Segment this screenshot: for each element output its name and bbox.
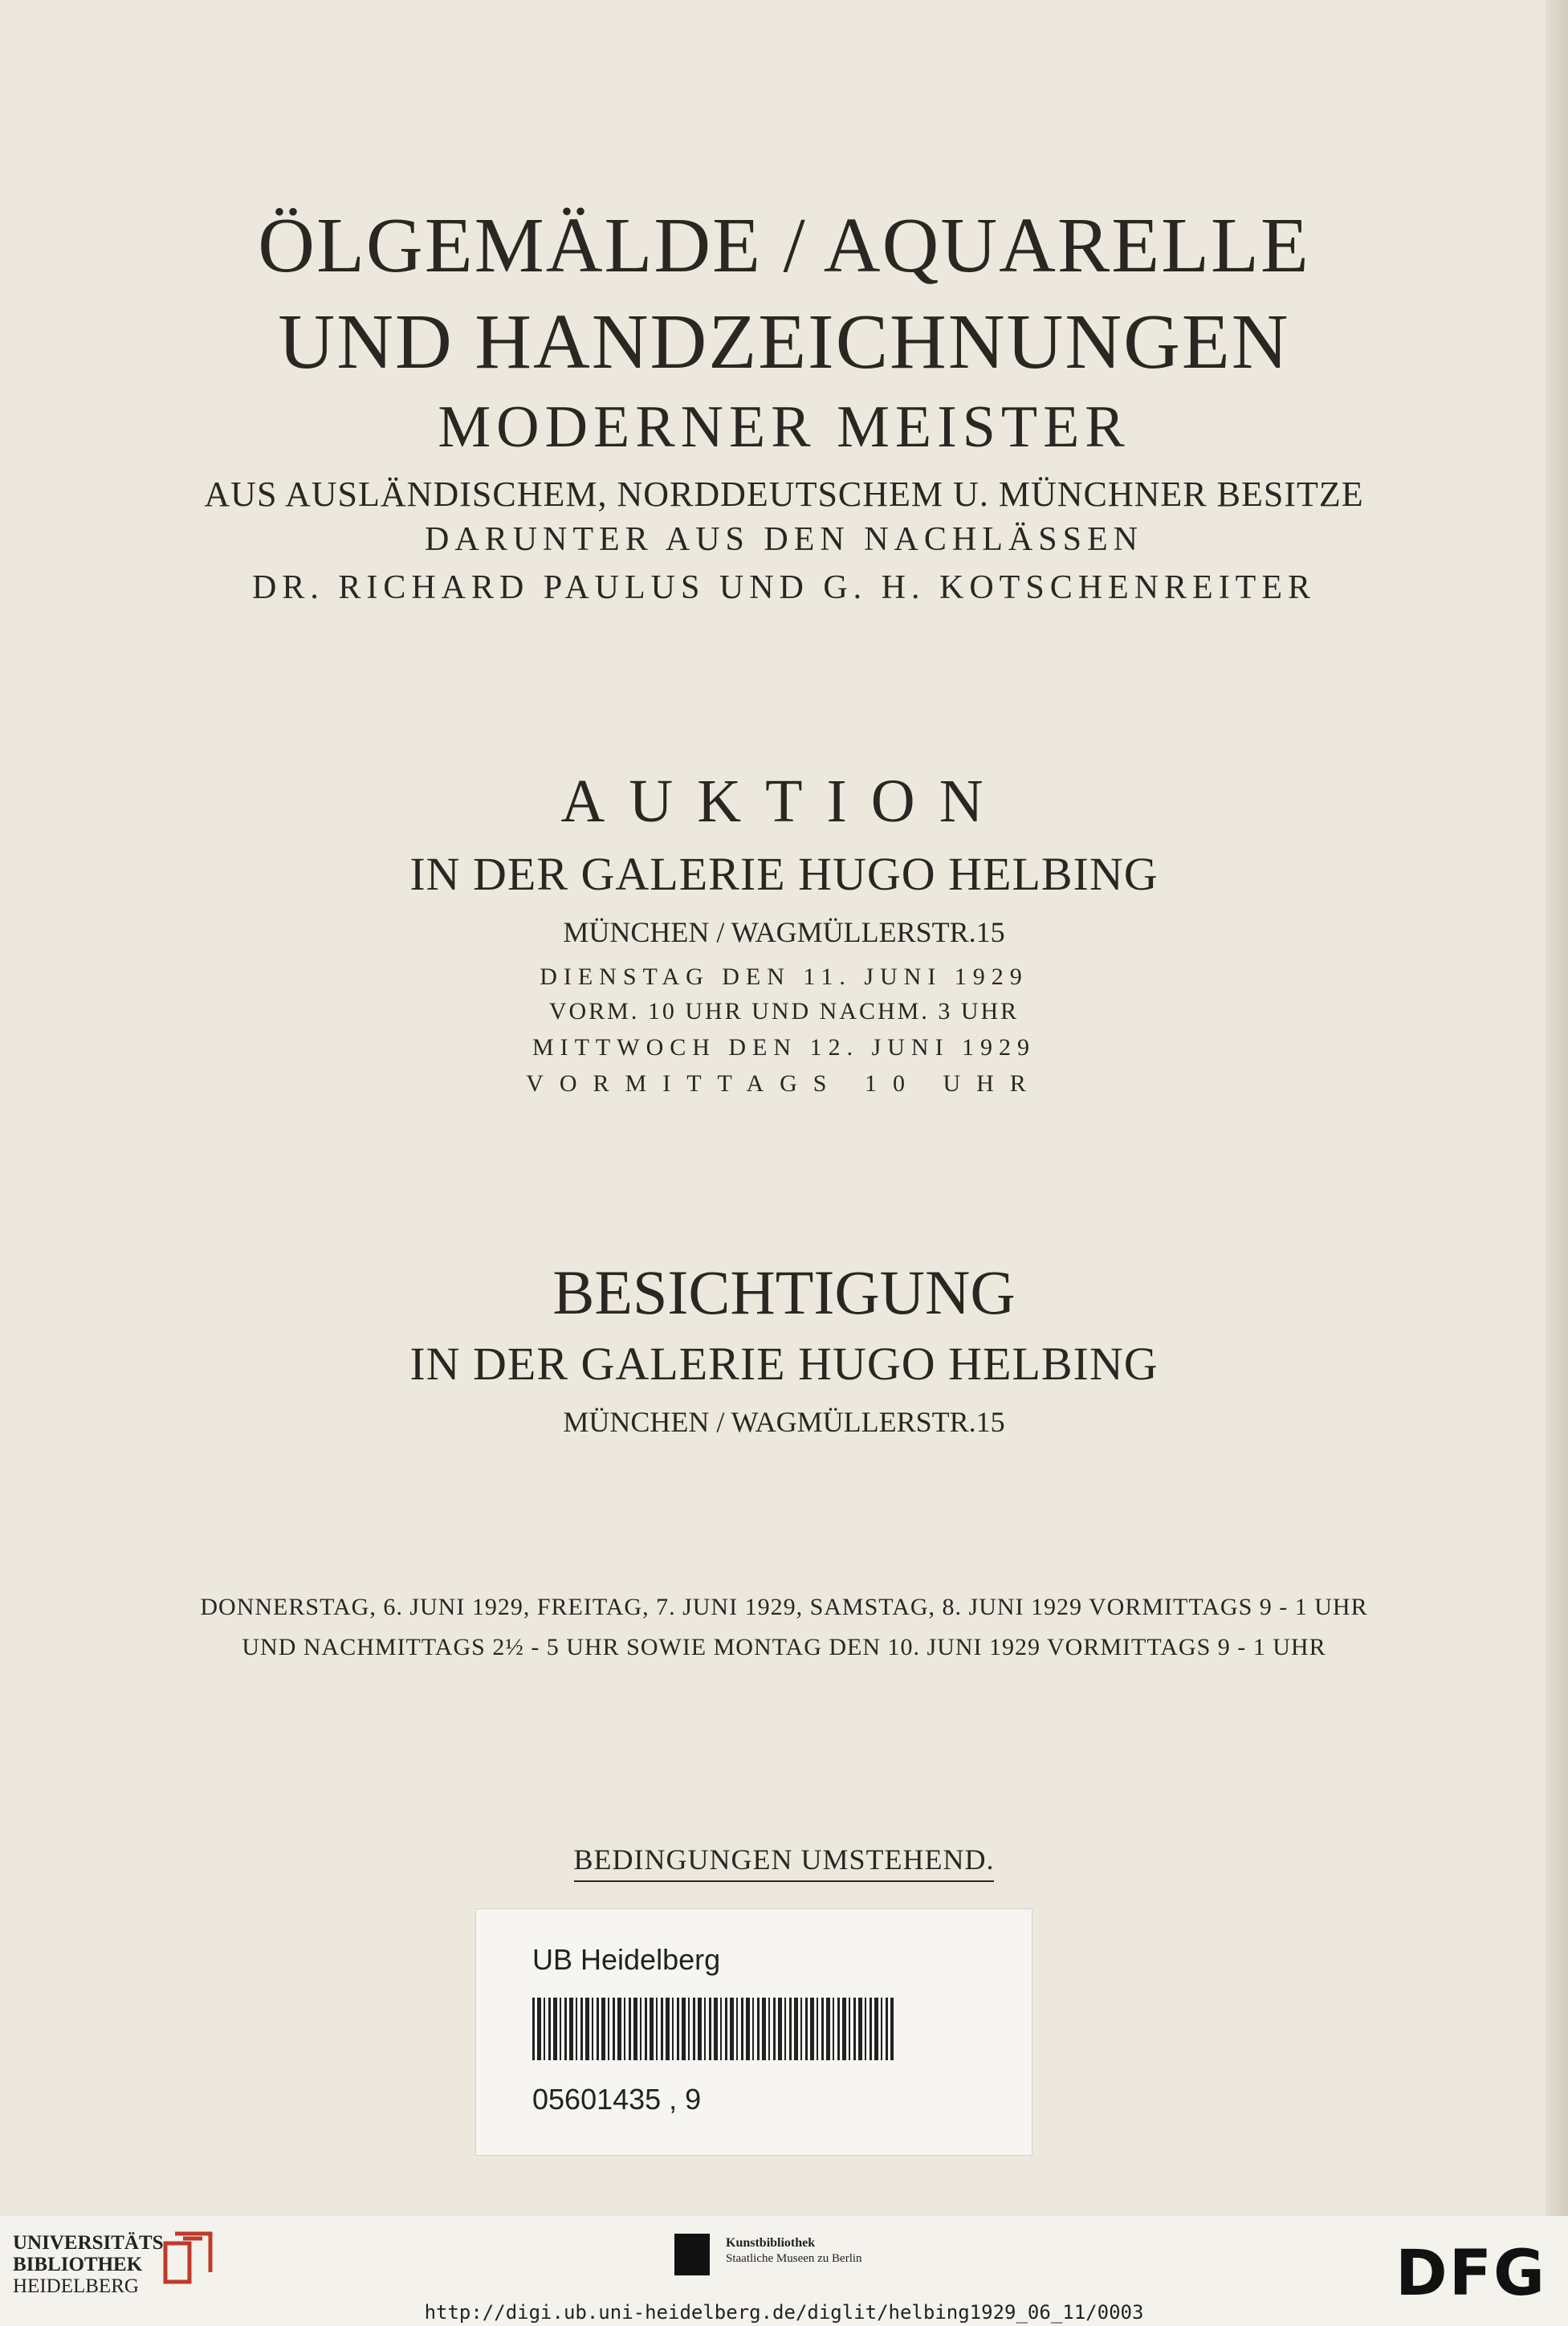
title-line-1: ÖLGEMÄLDE / AQUARELLE [258, 202, 1310, 289]
title-line-2: UND HANDZEICHNUNGEN [278, 299, 1290, 385]
kunstbibliothek-logo-text[interactable] [726, 2235, 862, 2267]
auction-address: MÜNCHEN / WAGMÜLLERSTR.15 [563, 916, 1005, 948]
auction-date-2: MITTWOCH DEN 12. JUNI 1929 [531, 1034, 1037, 1061]
conditions-text: BEDINGUNGEN UMSTEHEND. [574, 1843, 995, 1882]
auction-time-2: VORMITTAGS 10 UHR [526, 1070, 1042, 1097]
library-name: UB Heidelberg [532, 1943, 721, 1976]
uni-line-1: UNIVERSITÄTS- [13, 2232, 170, 2254]
uni-heidelberg-logo-text[interactable] [13, 2232, 170, 2297]
uni-line-2: BIBLIOTHEK [13, 2254, 143, 2275]
auction-venue: IN DER GALERIE HUGO HELBING [409, 848, 1159, 900]
page-url[interactable]: http://digi.ub.uni-heidelberg.de/diglit/helbing1929_06_11/0003 [424, 2301, 1144, 2324]
viewing-heading: BESICHTIGUNG [552, 1257, 1016, 1327]
uni-line-3: HEIDELBERG [13, 2275, 139, 2297]
viewing-dates-1: DONNERSTAG, 6. JUNI 1929, FREITAG, 7. JUNI 1929, SAMSTAG, 8. JUNI 1929 VORMITTAGS 9 - 1 UHR [200, 1594, 1368, 1620]
viewing-venue: IN DER GALERIE HUGO HELBING [409, 1338, 1159, 1390]
kb-subtitle: Staatliche Museen zu Berlin [726, 2252, 862, 2265]
auction-time-1: VORM. 10 UHR UND NACHM. 3 UHR [548, 998, 1020, 1024]
kb-title: Kunstbibliothek [726, 2236, 816, 2250]
title-line-3: MODERNER MEISTER [438, 394, 1130, 460]
auction-date-1: DIENSTAG DEN 11. JUNI 1929 [540, 963, 1028, 990]
uni-heidelberg-logo-icon[interactable] [161, 2229, 217, 2287]
barcode [532, 1998, 894, 2060]
auction-heading: AUKTION [560, 768, 1008, 835]
viewing-address: MÜNCHEN / WAGMÜLLERSTR.15 [563, 1406, 1005, 1438]
provenance-line: AUS AUSLÄNDISCHEM, NORDDEUTSCHEM U. MÜNCHNER BESITZE [204, 475, 1364, 514]
conditions-note [0, 1843, 1568, 1876]
estates-line: DARUNTER AUS DEN NACHLÄSSEN [425, 521, 1143, 558]
library-label [475, 1908, 1032, 2156]
viewing-dates-2: UND NACHMITTAGS 2½ - 5 UHR SOWIE MONTAG DEN 10. JUNI 1929 VORMITTAGS 9 - 1 UHR [242, 1634, 1326, 1660]
estates-names: DR. RICHARD PAULUS UND G. H. KOTSCHENREITER [251, 569, 1317, 606]
kunstbibliothek-logo-icon[interactable] [674, 2234, 710, 2275]
dfg-logo[interactable]: DFG [1395, 2238, 1547, 2310]
barcode-number: 05601435 , 9 [532, 2083, 702, 2116]
